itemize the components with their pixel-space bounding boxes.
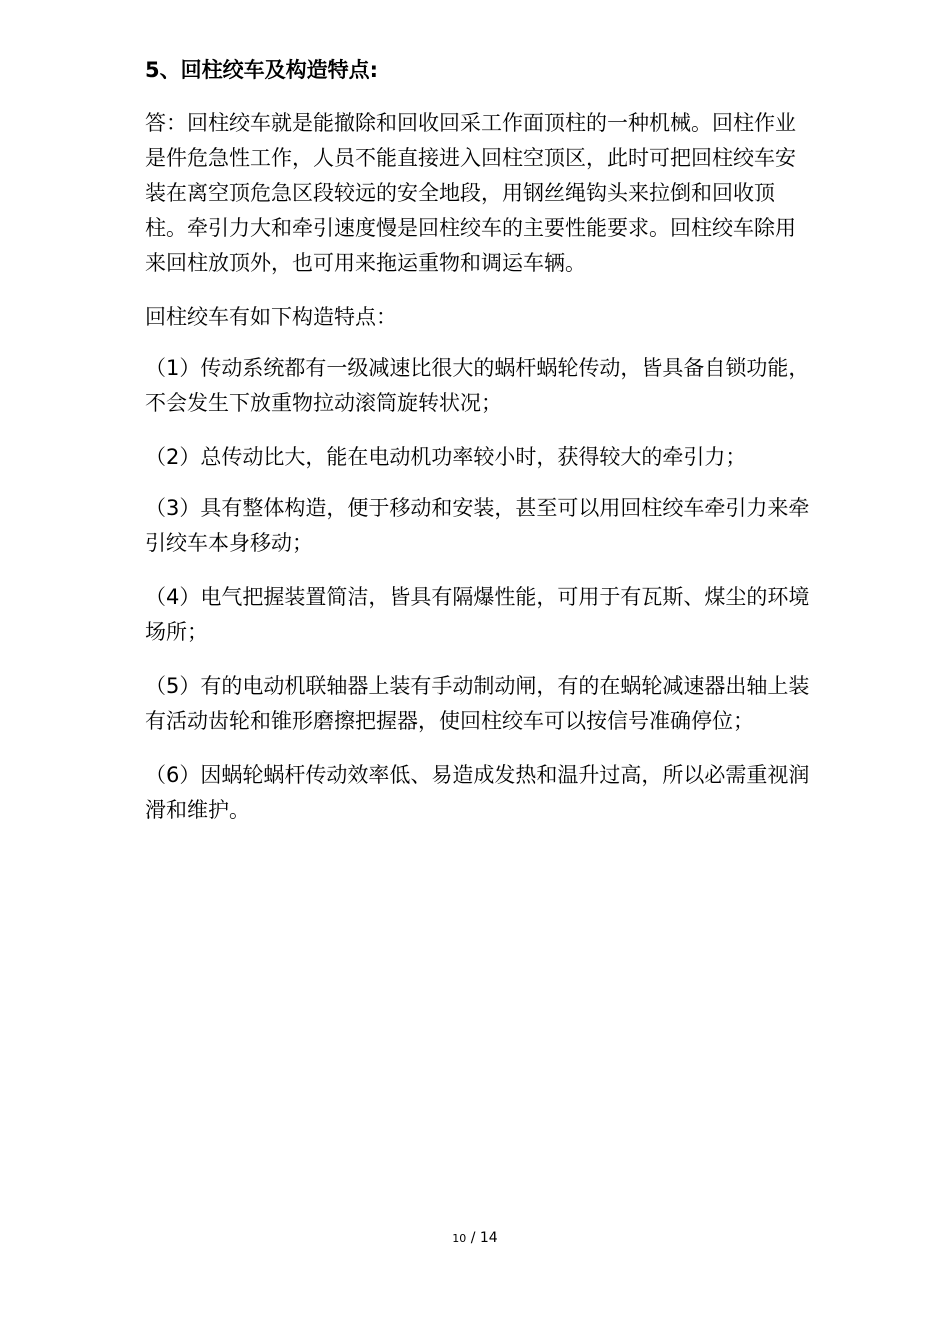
feature-item-2: （2）总传动比大，能在电动机功率较小时，获得较大的牵引力； — [145, 445, 747, 469]
feature-item-6: （6）因蜗轮蜗杆传动效率低、易造成发热和温升过高，所以必需重视润滑和维护。 — [145, 763, 810, 822]
feature-item-4: （4）电气把握装置简洁，皆具有隔爆性能，可用于有瓦斯、煤尘的环境场所； — [145, 585, 810, 644]
page-separator: / — [466, 1230, 480, 1246]
total-pages-number: 14 — [479, 1230, 498, 1246]
current-page-number: 10 — [452, 1232, 467, 1245]
intro-paragraph: 回柱绞车有如下构造特点： — [145, 305, 397, 329]
feature-item-3: （3）具有整体构造，便于移动和安装，甚至可以用回柱绞车牵引力来牵引绞车本身移动； — [145, 496, 810, 555]
document-page — [145, 52, 810, 847]
page-number — [0, 1228, 950, 1249]
section-heading: 5、回柱绞车及构造特点: — [145, 58, 379, 82]
feature-item-5: （5）有的电动机联轴器上装有手动制动闸，有的在蜗轮减速器出轴上装有活动齿轮和锥形磨擦把握器，使回柱绞车可以按信号准确停位； — [145, 674, 810, 733]
answer-paragraph: 答：回柱绞车就是能撤除和回收回采工作面顶柱的一种机械。回柱作业是件危急性工作，人员不能直接进入回柱空顶区，此时可把回柱绞车安装在离空顶危急区段较远的安全地段，用钢丝绳钩头来拉倒和回收顶柱。牵引力大和牵引速度慢是回柱绞车的主要性能要求。回柱绞车除用来回柱放顶外，也可用来拖运重物和调运车辆。 — [145, 111, 796, 275]
feature-item-1: （1）传动系统都有一级减速比很大的蜗杆蜗轮传动，皆具备自锁功能，不会发生下放重物拉动滚筒旋转状况； — [145, 356, 810, 415]
